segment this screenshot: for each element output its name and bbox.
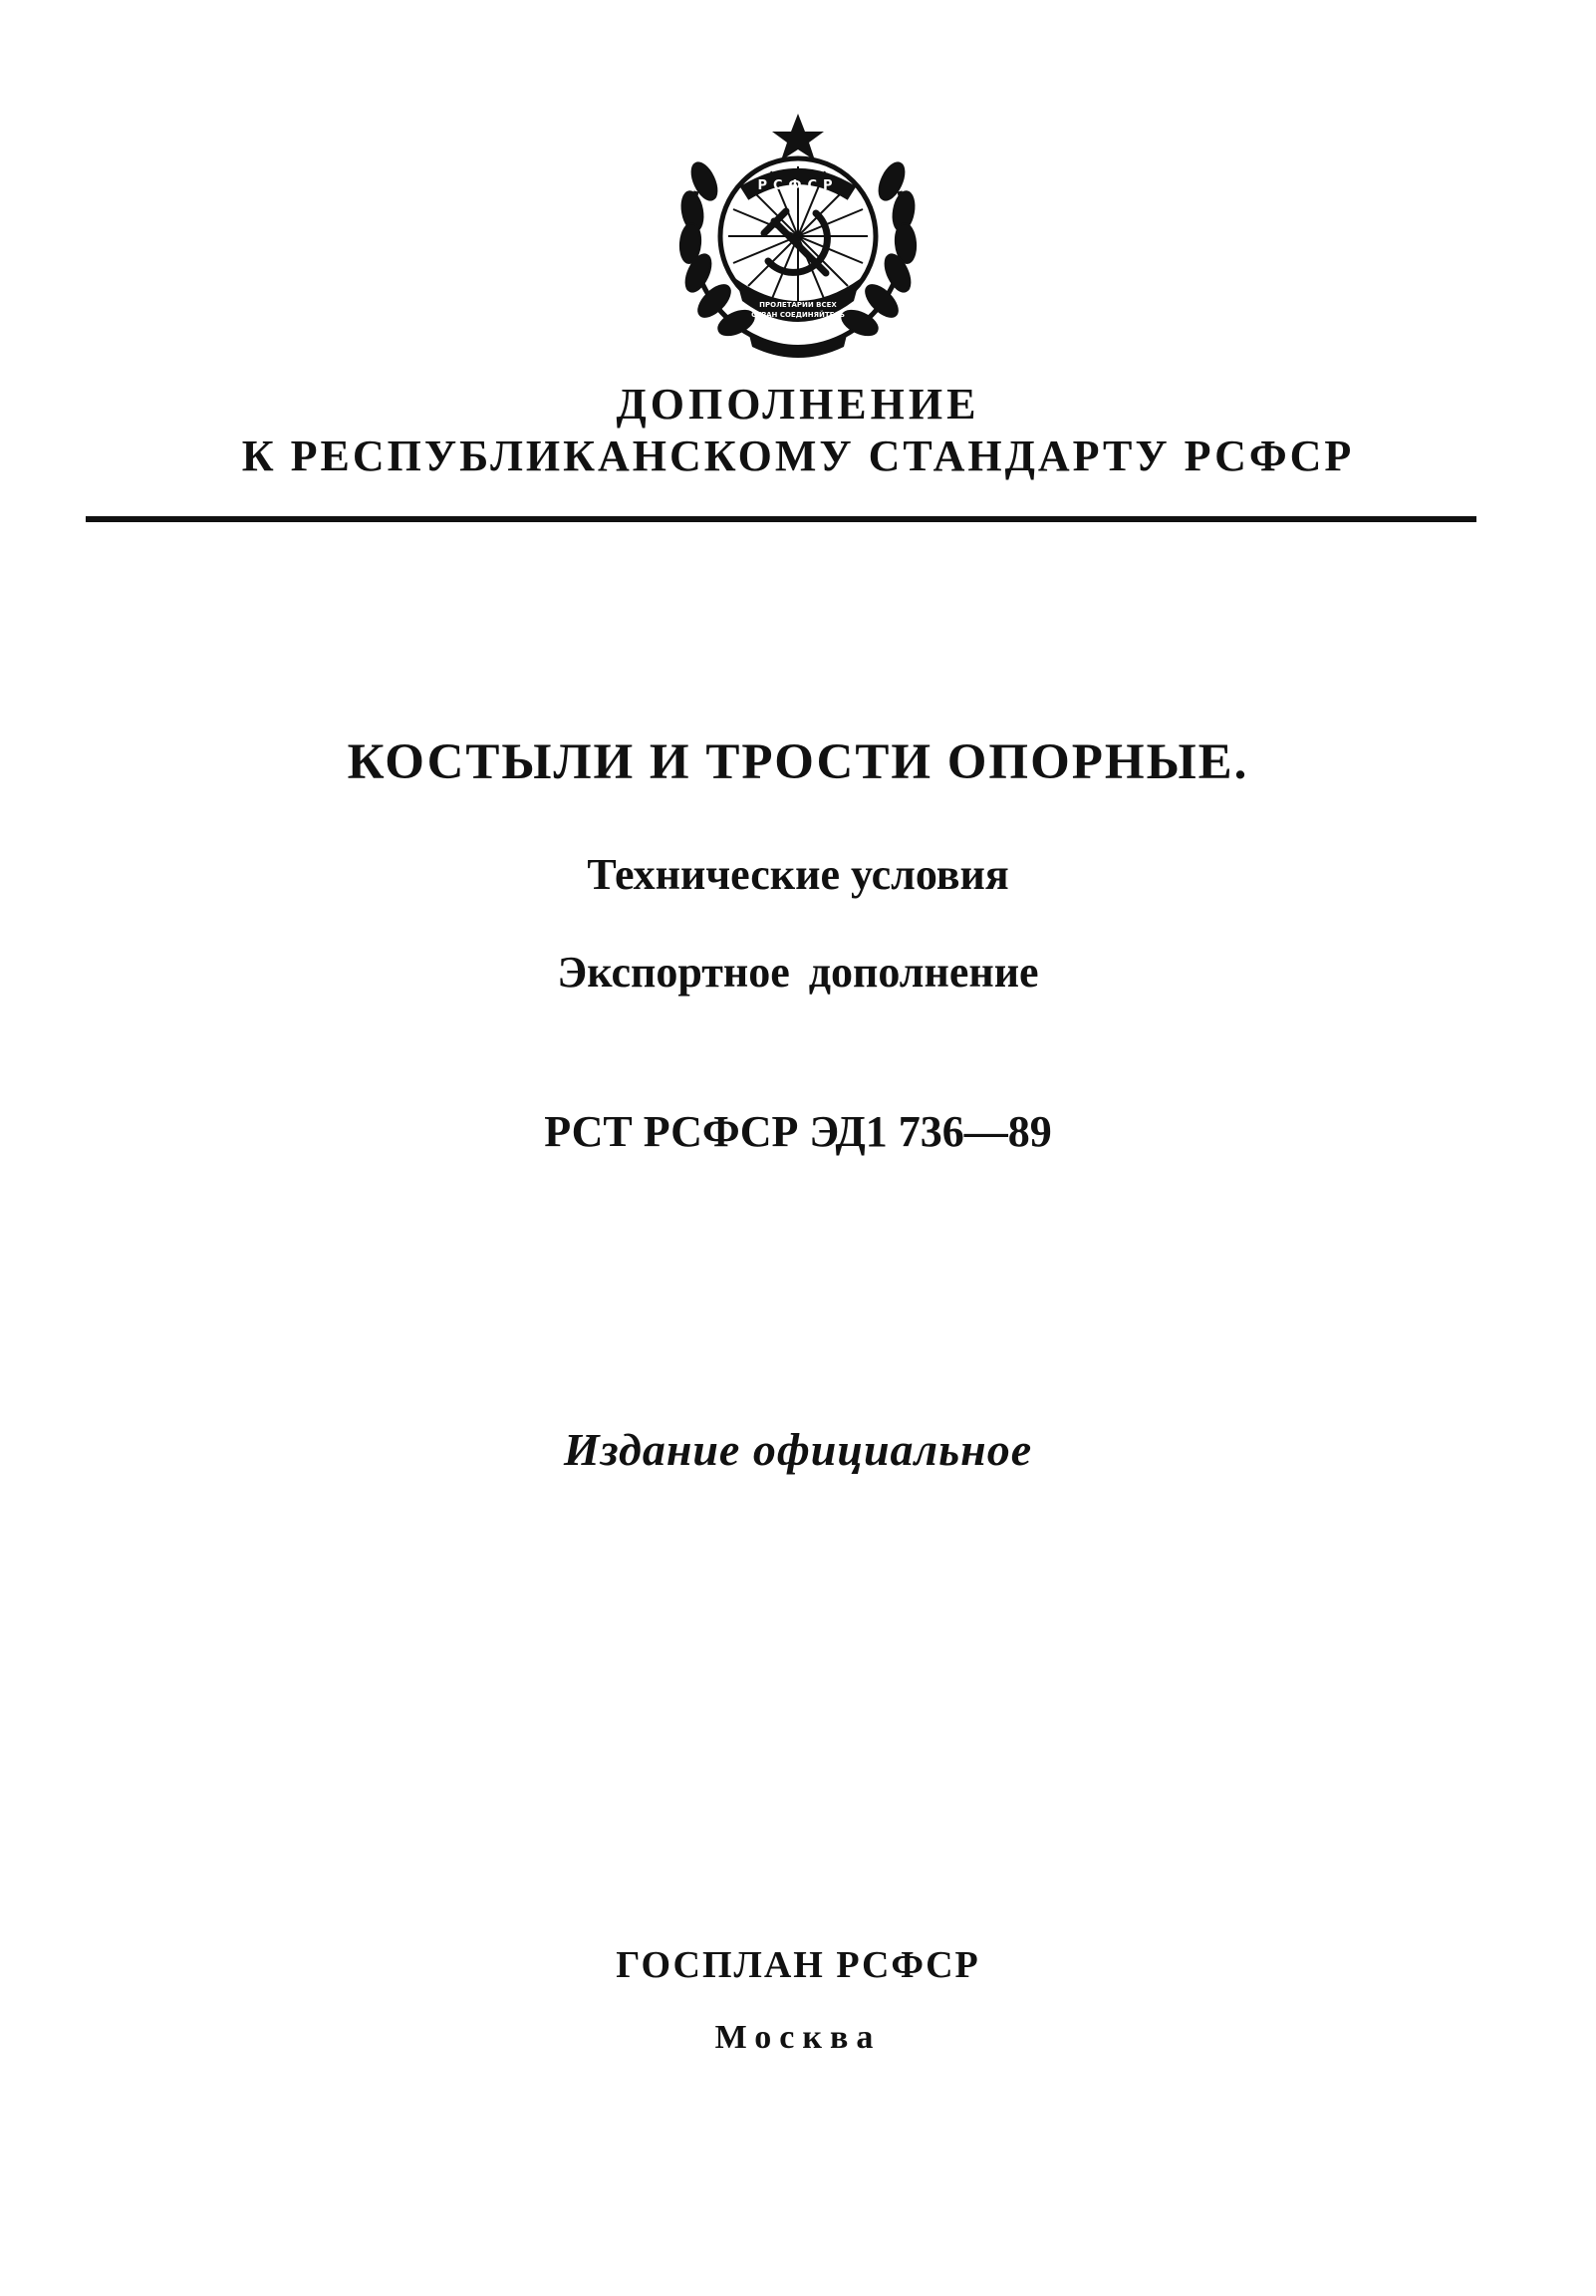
document-title: КОСТЫЛИ И ТРОСТИ ОПОРНЫЕ. <box>347 734 1249 790</box>
svg-text:РСФСР: РСФСР <box>757 178 839 193</box>
publisher-city: Москва <box>714 2019 882 2056</box>
standard-code: РСТ РСФСР ЭД1 736—89 <box>544 1107 1052 1156</box>
document-header <box>0 379 1596 482</box>
edition-label: Издание официальное <box>563 1424 1033 1475</box>
header-divider <box>86 516 1476 522</box>
rsfsr-coat-of-arms-icon <box>649 112 947 363</box>
document-subtitle-export: Экспортное дополнение <box>557 948 1039 997</box>
header-supplement-label: ДОПОЛНЕНИЕ <box>616 380 980 429</box>
document-subtitle-technical: Технические условия <box>587 850 1009 899</box>
svg-text:СТРАН СОЕДИНЯЙТЕСЬ: СТРАН СОЕДИНЯЙТЕСЬ <box>751 311 845 319</box>
header-standard-label: К РЕСПУБЛИКАНСКОМУ СТАНДАРТУ РСФСР <box>241 431 1355 480</box>
svg-text:ПРОЛЕТАРИИ ВСЕХ: ПРОЛЕТАРИИ ВСЕХ <box>759 301 837 309</box>
publisher-name: ГОСПЛАН РСФСР <box>616 1944 980 1986</box>
